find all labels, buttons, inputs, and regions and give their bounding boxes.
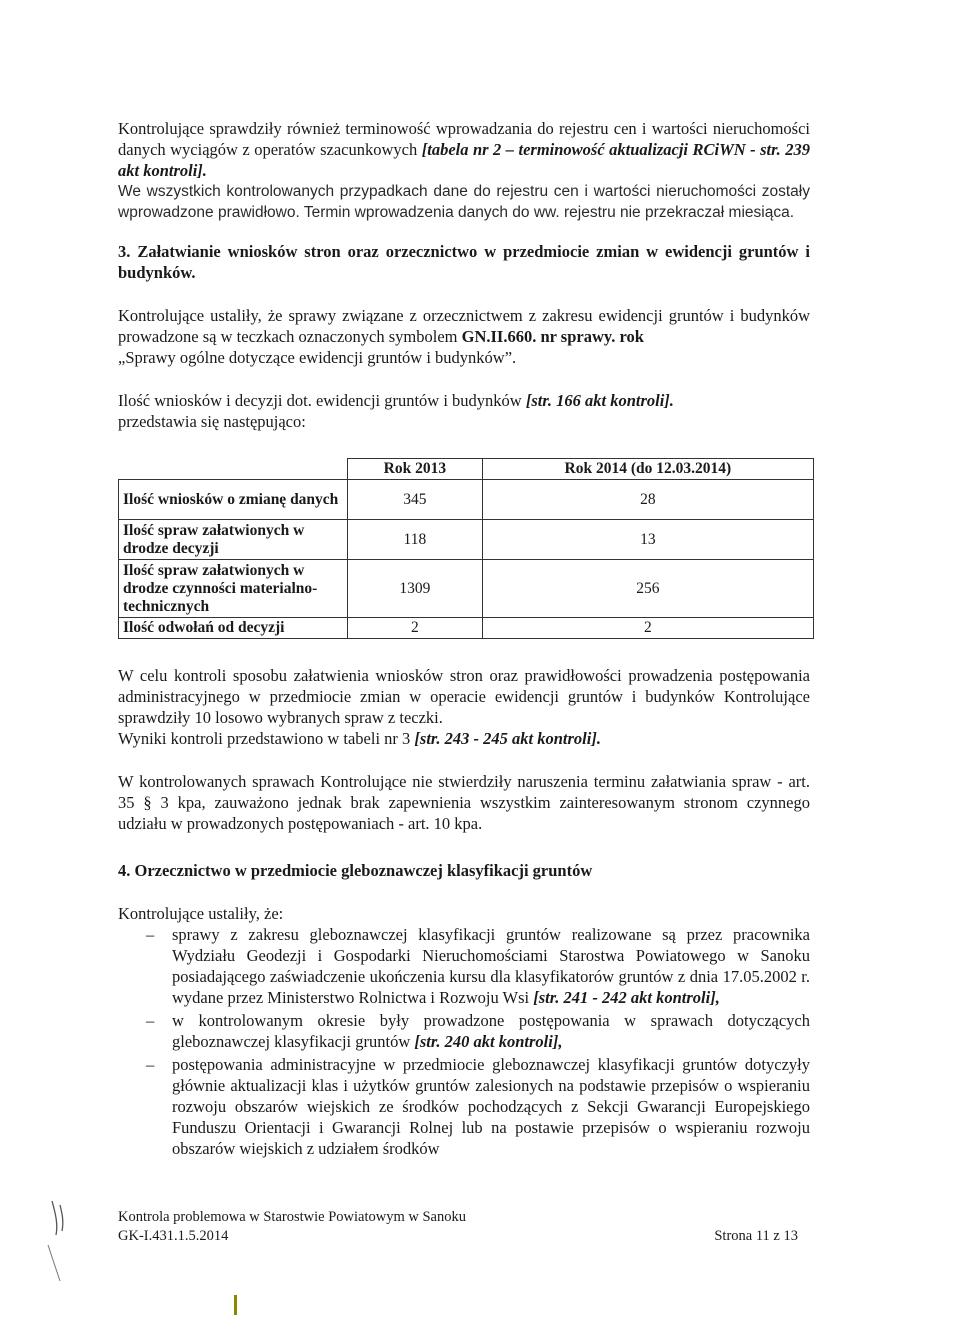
page-footer (118, 1208, 798, 1246)
list-item (118, 1010, 810, 1052)
row-value-2014: 13 (482, 520, 813, 560)
section-3-paragraph-3: W celu kontroli sposobu załatwienia wniosków stron oraz prawidłowości prowadzenia postępowania administracyjnego w przedmiocie zmian w operacie ewidencji gruntów i budynków Kontrolujące sprawdziły 10 losowo wybranych spraw z teczki. (118, 666, 810, 727)
document-body (118, 118, 810, 1161)
table-row (119, 520, 814, 560)
page-number: Strona 11 z 13 (714, 1228, 798, 1244)
footer-case-number: GK-I.431.1.5.2014 (118, 1228, 229, 1244)
dash-bullet: – (146, 925, 155, 944)
footer-title: Kontrola problemowa w Starostwie Powiatowym w Sanoku (118, 1209, 466, 1225)
section-4-list (118, 924, 810, 1159)
dash-bullet: – (146, 1055, 155, 1074)
list-item (118, 924, 810, 1008)
row-value-2013: 1309 (348, 560, 483, 618)
section-3-paragraph-4 (118, 728, 810, 749)
row-label: Ilość spraw załatwionych w drodze decyzji (119, 520, 348, 560)
table-header-2013: Rok 2013 (348, 459, 483, 480)
row-value-2013: 2 (348, 618, 483, 639)
list-item-text: sprawy z zakresu gleboznawczej klasyfikacji gruntów realizowane są przez pracownika Wydziału Geodezji i Gospodarki Nieruchomościami Starostwa Powiatowego w Sanoku posiadającego zaświadczenie ukończenia kursu dla klasyfikatorów gruntów z dnia 17.05.2002 r. wydane przez Ministerstwo Rolnictwa i Rozwoju Wsi (172, 925, 810, 1007)
list-item-text: w kontrolowanym okresie były prowadzone postępowania w sprawach dotyczących gleboznawczej klasyfikacji gruntów (172, 1011, 810, 1051)
intro-paragraph-2: We wszystkich kontrolowanych przypadkach dane do rejestru cen i wartości nieruchomości zostały wprowadzone prawidłowo. Termin wprowadzenia danych do ww. rejestru nie przekraczał miesiąca. (118, 183, 810, 221)
table-row (119, 560, 814, 618)
table-corner-cell (119, 459, 348, 480)
table-header-row (119, 459, 814, 480)
row-value-2014: 256 (482, 560, 813, 618)
section-4-lead: Kontrolujące ustaliły, że: (118, 904, 284, 923)
section-3-paragraph-2 (118, 390, 810, 432)
table-header-2014: Rok 2014 (do 12.03.2014) (482, 459, 813, 480)
row-value-2014: 2 (482, 618, 813, 639)
s3-p1-symbol: GN.II.660. nr sprawy. rok (461, 327, 644, 346)
s3-p2-text-b: przedstawia się następująco: (118, 412, 306, 431)
section-4-heading: 4. Orzecznictwo w przedmiocie gleboznawczej klasyfikacji gruntów (118, 861, 593, 880)
s3-p4-text: Wyniki kontroli przedstawiono w tabeli nr 3 (118, 729, 415, 748)
table-row (119, 480, 814, 520)
scan-mark-icon (234, 1295, 237, 1315)
list-item-reference: [str. 241 - 242 akt kontroli], (533, 988, 720, 1007)
row-value-2014: 28 (482, 480, 813, 520)
list-item-text: postępowania administracyjne w przedmiocie gleboznawczej klasyfikacji gruntów dotyczyły głównie aktualizacji klas i użytków gruntów zalesionych na podstawie przepisów o wspieraniu rozwoju obszarów wiejskich ze środków pochodzących z Sekcji Gwarancji Europejskiego Funduszu Orientacji i Gwarancji Rolnej lub na postawie przepisów o wspieraniu rozwoju obszarów wiejskich z udziałem środków (172, 1055, 810, 1158)
row-label: Ilość odwołań od decyzji (119, 618, 348, 639)
row-value-2013: 118 (348, 520, 483, 560)
s3-p1-text: Kontrolujące ustaliły, że sprawy związane z orzecznictwem z zakresu ewidencji gruntów i budynków prowadzone są w teczkach oznaczonych symbolem (118, 306, 810, 346)
row-label: Ilość wniosków o zmianę danych (119, 480, 348, 520)
intro-p1-text: Kontrolujące sprawdziły również terminowość wprowadzania do rejestru cen i wartości nieruchomości danych wyciągów z operatów szacunkowych (118, 119, 810, 159)
row-label: Ilość spraw załatwionych w drodze czynności materialno-technicznych (119, 560, 348, 618)
s3-p2-text: Ilość wniosków i decyzji dot. ewidencji gruntów i budynków (118, 391, 526, 410)
row-value-2013: 345 (348, 480, 483, 520)
section-3-heading: 3. Załatwianie wniosków stron oraz orzecznictwo w przedmiocie zmian w ewidencji gruntów i budynków. (118, 242, 810, 282)
s3-p1-text-b: „Sprawy ogólne dotyczące ewidencji gruntów i budynków”. (118, 348, 517, 367)
s3-p2-reference: [str. 166 akt kontroli]. (525, 391, 674, 410)
handwritten-mark-icon (38, 1195, 78, 1285)
section-3-paragraph-1 (118, 305, 810, 368)
section-3-paragraph-5: W kontrolowanych sprawach Kontrolujące nie stwierdziły naruszenia terminu załatwiania spraw - art. 35 § 3 kpa, zauważono jednak brak zapewnienia wszystkim zainteresowanym stronom czynnego udziału w prowadzonych postępowaniach - art. 10 kpa. (118, 772, 810, 833)
list-item (118, 1054, 810, 1159)
intro-p1-reference: [tabela nr 2 – terminowość aktualizacji RCiWN - str. 239 akt kontroli]. (118, 140, 811, 180)
intro-paragraph-1 (118, 118, 810, 181)
s3-p4-reference: [str. 243 - 245 akt kontroli]. (414, 729, 601, 748)
list-item-reference: [str. 240 akt kontroli], (414, 1032, 563, 1051)
dash-bullet: – (146, 1011, 155, 1030)
table-row (119, 618, 814, 639)
applications-table (118, 458, 814, 639)
